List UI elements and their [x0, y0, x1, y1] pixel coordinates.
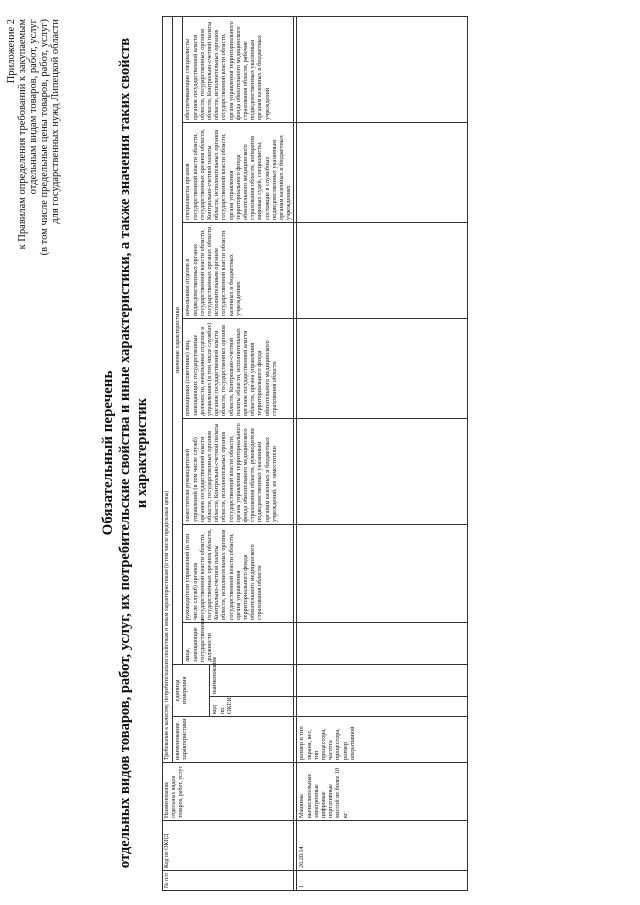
row-item-name: Машины вычислительные электронные цифровые портативные массой не более 10 кг [297, 763, 468, 821]
appendix-line-1: Приложение 2 [6, 19, 17, 84]
row-value-positions [297, 623, 468, 665]
appendix-note [6, 19, 61, 349]
header-characteristic-name: наименование характеристики [173, 717, 294, 763]
appendix-line-2: к Правилам определения требований к закупаемым [17, 19, 28, 250]
landscape-content [4, 13, 624, 893]
header-unit: единица измерения [173, 665, 210, 717]
header-heads: руководители управлений (в том числе служб) органов государственной власти области, государственных органов области, Контрольно-счетной палаты области, исполнительных органов государственной власти области, органа управления территориального фонда обязательного медицинского страхования области [183, 525, 294, 623]
row-value-department-heads [297, 223, 468, 319]
row-value-assistants [297, 319, 468, 419]
header-support-staff: обеспечивающие специалисты органов государственной власти области, государственных органов области, Контрольно-счетной палаты области, исполнительных органов государственной власти области, органа управления территориального фонда обязательного медицинского страхования области, рабочие подведомственных указанным органам казенных и бюджетных учреждений [183, 16, 294, 122]
appendix-line-5: для государственных нужд Липецкой области [50, 19, 61, 224]
row-characteristic: размер и тип экрана, вес, тип процессора, частота процессора, размер оперативной [297, 717, 468, 763]
header-specialists: специалисты органов государственной власти области, государственных органов области, Контрольно-счетной палаты области, исполнительных органов государственной власти области, органа управления территориального фонда обязательного медицинского страхования области, аппаратов мировых судей, специалисты, состоящие в служебных подведомственных указанным органам казенных и бюджетных учреждениях [183, 123, 294, 223]
header-value: значение характеристики [173, 16, 183, 664]
row-number: 1 [297, 871, 468, 891]
table-row [297, 16, 468, 890]
document-title [100, 13, 151, 893]
row-value-heads [297, 525, 468, 623]
requirements-table [162, 16, 468, 891]
row-value-deputies [297, 419, 468, 525]
title-line-1: Обязательный перечень [100, 370, 116, 536]
header-unit-name: наименование [210, 665, 294, 697]
row-unit-name [297, 665, 468, 697]
row-value-specialists [297, 123, 468, 223]
appendix-line-3: отдельным видам товаров, работ, услуг [28, 19, 39, 195]
appendix-line-4: (в том числе предельные цены товаров, работ, услуг) [39, 19, 50, 256]
row-unit-code [297, 697, 468, 717]
header-unit-code: код по ОКЕИ [210, 697, 294, 717]
header-deputies: заместители руководителей управлений (в том числе служб) органов государственной власти области, государственных органов области, Контрольно-счетной палаты области, исполнительных органов государственной власти области, органа управления территориального фонда обязательного медицинского страхования области, руководители подведомственных указанным органам казенных и бюджетных учреждений, их заместители [183, 419, 294, 525]
header-okpd: Код по ОКПД [163, 821, 294, 871]
header-requirements: Требования к качеству, потребительским свойствам и иным характеристикам (в том числе предельные цены) [163, 16, 173, 762]
header-number: № п/п [163, 871, 294, 891]
header-assistants: помощники (советники) лиц, замещающих государственные должности, начальники отделов в управлениях (в том числе службах) органов государственной власти области, государственных органов области, Контрольно-счетной палаты области, исполнительных органов государственной власти области, органа управления территориального фонда обязательного медицинского страхования области [183, 319, 294, 419]
title-line-2: отдельных видов товаров, работ, услуг, их потребительские свойства и иные характеристики, а также значения таких свойств [117, 37, 133, 869]
title-line-3: и характеристик [134, 397, 150, 509]
row-okpd: 26.20.14 [297, 821, 468, 871]
header-department-heads: начальники отделов в подведомственных органах государственной власти области, государственных органах области, исполнительным органам государственной власти области казенных и бюджетных учреждениях [183, 223, 294, 319]
row-value-support-staff [297, 16, 468, 122]
header-item-name: Наименование отдельных видов товаров, работ, услуг [163, 763, 294, 821]
header-positions: лица, замещающие государственные должности [183, 623, 294, 665]
